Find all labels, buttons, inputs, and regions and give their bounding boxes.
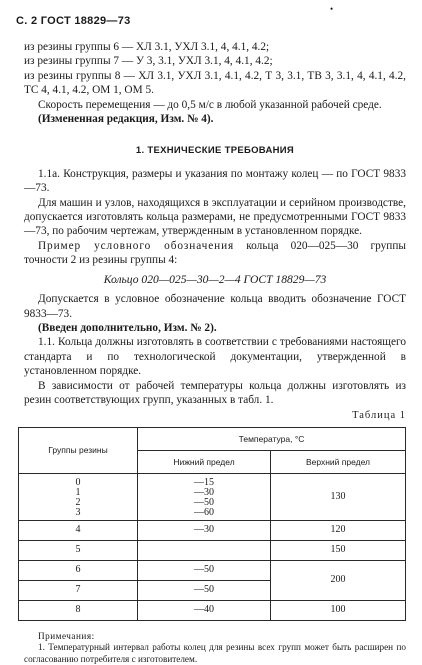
table-cell-high: 100 [271, 600, 406, 620]
group-value: 2 [75, 496, 81, 508]
table-cell-low: —50 [138, 580, 271, 600]
example-paragraph [24, 239, 406, 268]
text-line: из резины группы 6 — ХЛ 3.1, УХЛ 3.1, 4, 4.1, 4.2; [24, 41, 270, 53]
group-value: 1 [75, 486, 81, 498]
table-cell-low [138, 540, 271, 560]
table-header-temperature: Температура, °С [138, 427, 406, 450]
paragraph-machines: Для машин и узлов, находящихся в эксплуатации и серийном производстве, допускается изготовлять кольца размерами, не предусмотренными ГОСТ 9833—73, по рабочим чертежам, утвержденным в установленном порядке. [24, 196, 406, 238]
amendment-note: (Измененная редакция, Изм. № 4). [38, 113, 214, 126]
table-cell-high: 130 [271, 473, 406, 520]
table-caption: Таблица 1 [352, 410, 406, 422]
note-1: 1. Температурный интервал работы колец для резины всех групп может быть расширен по согласованию потребителя с изготовителем. [24, 642, 406, 664]
paragraph-temperature: В зависимости от рабочей температуры кольца должны изготовлять из резин соответствующих групп, указанных в табл. 1. [24, 379, 406, 406]
table-cell-group: 5 [19, 540, 138, 560]
example-rest: кольца 020—025—30 группы точности 2 из резины группы 4: [24, 239, 406, 267]
group-value: 0 [75, 476, 81, 488]
paragraph-1-1a: 1.1а. Конструкция, размеры и указания по монтажу колец — по ГОСТ 9833—73. [24, 167, 406, 195]
low-value: —15 [194, 476, 214, 488]
low-value: —60 [194, 506, 214, 518]
table-cell-group: 8 [19, 600, 138, 620]
table-cell-high: 150 [271, 540, 406, 560]
table-header-low: Нижний предел [138, 450, 271, 473]
table-row [19, 560, 406, 580]
table-row [19, 600, 406, 620]
temperature-table [18, 427, 406, 621]
table-header-high: Верхний предел [271, 450, 406, 473]
table-row [19, 473, 406, 520]
section-heading: 1. ТЕХНИЧЕСКИЕ ТРЕБОВАНИЯ [135, 145, 295, 157]
table-notes [24, 631, 406, 665]
low-value: —50 [194, 496, 214, 508]
table-cell-high: 120 [271, 520, 406, 540]
table-row [19, 520, 406, 540]
group-value: 3 [75, 506, 81, 518]
text-line: из резины группы 7 — У 3, 3.1, УХЛ 3.1, 4, 4.1, 4.2; [24, 55, 273, 68]
notes-title: Примечания: [38, 630, 95, 641]
table-cell-low: —40 [138, 600, 271, 620]
table-cell-low: —50 [138, 560, 271, 580]
table-cell-group: 4 [19, 520, 138, 540]
table-cell-group: 7 [19, 580, 138, 600]
page-mark: • [330, 4, 334, 14]
speed-paragraph: Скорость перемещения — до 0,5 м/с в любой указанной рабочей среде. [38, 98, 382, 111]
text-line: из резины группы 8 — ХЛ 3.1, УХЛ 3.1, 4.1, 4.2, Т 3, 3.1, ТВ 3, 3.1, 4, 4.1, 4.2, ТС 4, 4.1, 4.2, ОМ 1, ОМ 5. [24, 69, 406, 97]
table-cell-low [138, 473, 271, 520]
paragraph-allowed: Допускается в условное обозначение кольца вводить обозначение ГОСТ 9833—73. [24, 293, 406, 320]
table-cell-high: 200 [271, 560, 406, 600]
table-header-group: Группы резины [19, 427, 138, 473]
example-lead: Пример условного обозначения [38, 239, 235, 252]
page-header: С. 2 ГОСТ 18829—73 [16, 15, 131, 27]
amendment-note: (Введен дополнительно, Изм. № 2). [38, 321, 217, 334]
paragraph-1-1: 1.1. Кольца должны изготовлять в соответствии с требованиями настоящего стандарта и по технологической документации, утвержденной в установленном порядке. [24, 336, 406, 378]
example-code: Кольцо 020—025—30—2—4 ГОСТ 18829—73 [103, 272, 327, 286]
document-body [24, 40, 406, 665]
table-cell-low: —30 [138, 520, 271, 540]
table-cell-group [19, 473, 138, 520]
table-row [19, 540, 406, 560]
table-cell-group: 6 [19, 560, 138, 580]
low-value: —30 [194, 486, 214, 498]
